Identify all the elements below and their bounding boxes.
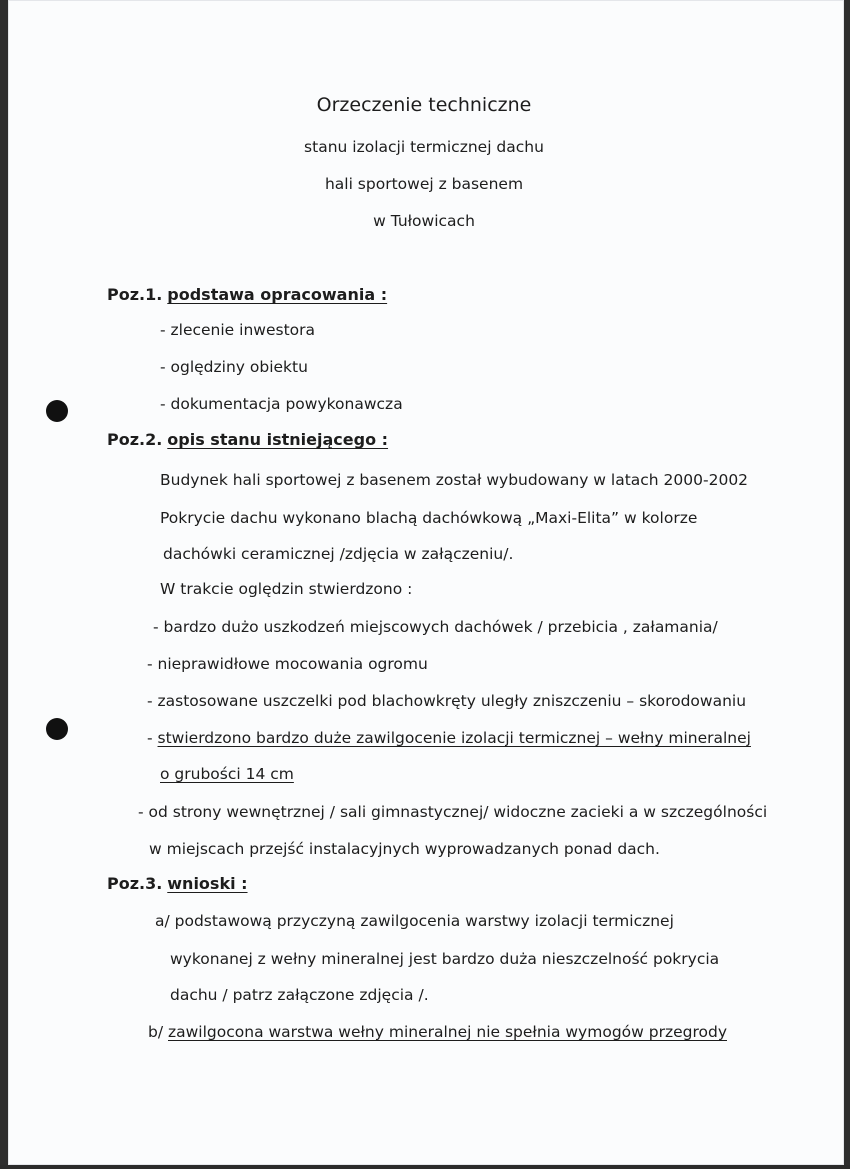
section-2-line: W trakcie oględzin stwierdzono : bbox=[160, 580, 413, 598]
section-1-item: - dokumentacja powykonawcza bbox=[160, 395, 403, 413]
punch-hole-bottom bbox=[46, 718, 68, 740]
section-2-line: - bardzo dużo uszkodzeń miejscowych dachówek / przebicia , załamania/ bbox=[153, 618, 718, 636]
section-3-number: Poz.3. bbox=[107, 874, 163, 893]
document-title: Orzeczenie techniczne bbox=[316, 94, 532, 116]
conclusion-a-line-1: a/ podstawową przyczyną zawilgocenia warstwy izolacji termicznej bbox=[155, 912, 674, 930]
section-3-title: wnioski : bbox=[167, 874, 248, 893]
finding-text-line-1: stwierdzono bardzo duże zawilgocenie izolacji termicznej – wełny mineralnej bbox=[157, 729, 751, 747]
section-1-heading bbox=[107, 286, 387, 304]
conclusion-a-line-2: wykonanej z wełny mineralnej jest bardzo duża nieszczelność pokrycia bbox=[170, 950, 720, 968]
section-2-line: dachówki ceramicznej /zdjęcia w załączeniu/. bbox=[163, 545, 514, 563]
section-2-line: - nieprawidłowe mocowania ogromu bbox=[147, 655, 428, 673]
section-2-line: Pokrycie dachu wykonano blachą dachówkową „Maxi-Elita” w kolorze bbox=[160, 509, 698, 527]
section-2-title: opis stanu istniejącego : bbox=[167, 430, 389, 449]
section-2-line: Budynek hali sportowej z basenem został wybudowany w latach 2000-2002 bbox=[160, 471, 749, 489]
subtitle-line-1: stanu izolacji termicznej dachu bbox=[304, 138, 544, 156]
conclusion-b-text: zawilgocona warstwa wełny mineralnej nie spełnia wymogów przegrody bbox=[168, 1023, 727, 1041]
section-1-title: podstawa opracowania : bbox=[167, 285, 388, 304]
subtitle-line-2: hali sportowej z basenem bbox=[324, 175, 524, 193]
conclusion-b bbox=[148, 1023, 727, 1041]
section-2-underlined-finding bbox=[147, 729, 751, 747]
section-2-interior-line-2: w miejscach przejść instalacyjnych wyprowadzanych ponad dach. bbox=[149, 840, 660, 858]
finding-text-line-2: o grubości 14 cm bbox=[160, 765, 294, 783]
punch-hole-top bbox=[46, 400, 68, 422]
section-1-number: Poz.1. bbox=[107, 285, 163, 304]
section-1-item: - zlecenie inwestora bbox=[160, 321, 315, 339]
conclusion-a-line-3: dachu / patrz załączone zdjęcia /. bbox=[170, 986, 429, 1004]
section-2-interior-line-1: - od strony wewnętrznej / sali gimnastycznej/ widoczne zacieki a w szczególności bbox=[138, 803, 768, 821]
subtitle-line-3: w Tułowicach bbox=[373, 212, 475, 230]
finding-dash: - bbox=[147, 729, 158, 747]
section-1-item: - oględziny obiektu bbox=[160, 358, 308, 376]
section-2-heading bbox=[107, 431, 388, 449]
scan-bottom-edge bbox=[0, 1165, 850, 1169]
section-2-line: - zastosowane uszczelki pod blachowkręty uległy zniszczeniu – skorodowaniu bbox=[147, 692, 747, 710]
section-2-number: Poz.2. bbox=[107, 430, 163, 449]
section-3-heading bbox=[107, 875, 248, 893]
conclusion-b-prefix: b/ bbox=[148, 1023, 168, 1041]
